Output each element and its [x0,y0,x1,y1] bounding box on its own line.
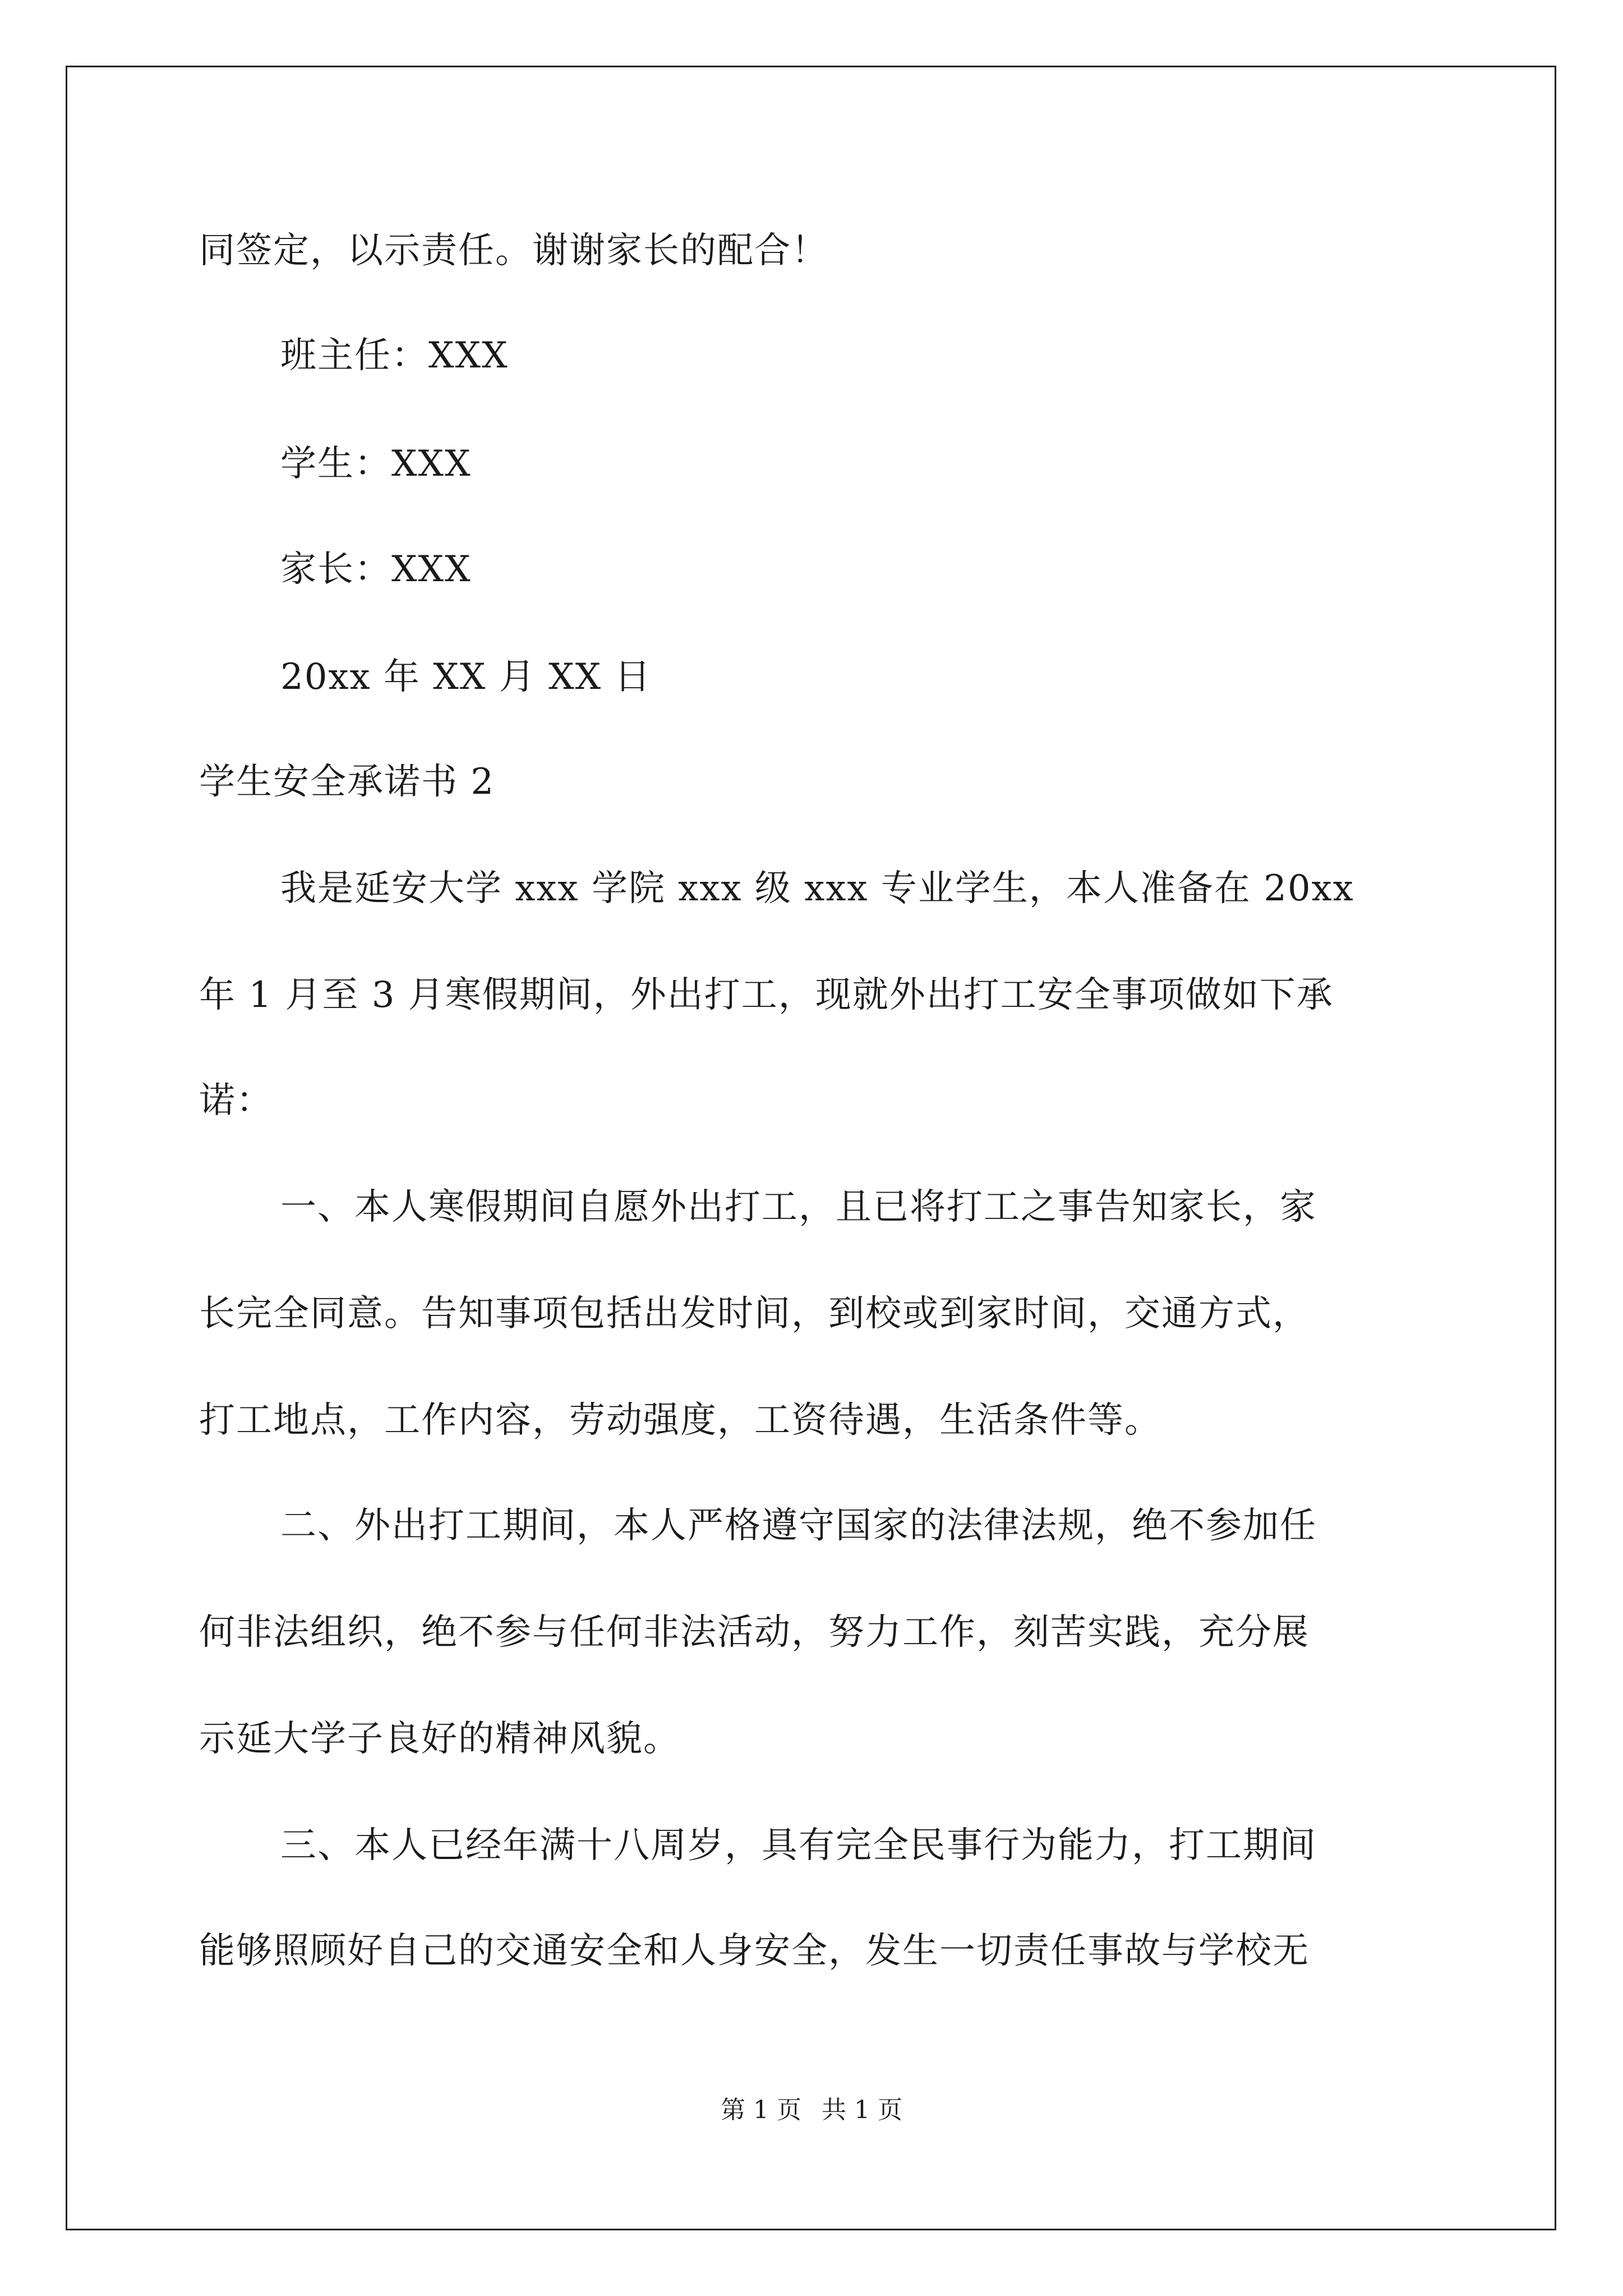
signature-date: 20xx 年 XX 月 XX 日 [280,656,652,698]
signature-parent: 家长：XXX [280,549,472,590]
text-line: 长完全同意。告知事项包括出发时间，到校或到家时间，交通方式， [199,1293,1310,1335]
text-line: 一、本人寒假期间自愿外出打工，且已将打工之事告知家长，家 [280,1186,1317,1228]
page-border [66,66,1556,2230]
text-line: 同签定，以示责任。谢谢家长的配合！ [199,230,828,272]
section-title: 学生安全承诺书 2 [199,761,495,803]
text-line: 示延大学子良好的精神风貌。 [199,1718,680,1760]
text-line: 三、本人已经年满十八周岁，具有完全民事行为能力，打工期间 [280,1825,1317,1866]
signature-head-teacher: 班主任：XXX [280,335,509,376]
text-line: 打工地点，工作内容，劳动强度，工资待遇，生活条件等。 [199,1400,1161,1441]
text-line: 二、外出打工期间，本人严格遵守国家的法律法规，绝不参加任 [280,1505,1317,1547]
page-footer [0,2098,1623,2123]
text-line: 诺： [199,1080,273,1121]
text-line: 能够照顾好自己的交通安全和人身安全，发生一切责任事故与学校无 [199,1930,1310,1972]
text-line: 何非法组织，绝不参与任何非法活动，努力工作，刻苦实践，充分展 [199,1612,1310,1653]
page-total: 共 1 页 [822,2096,902,2124]
signature-student: 学生：XXX [280,443,472,485]
text-line: 我是延安大学 xxx 学院 xxx 级 xxx 专业学生，本人准备在 20xx [280,868,1354,909]
text-line: 年 1 月至 3 月寒假期间，外出打工，现就外出打工安全事项做如下承 [199,974,1334,1016]
page-number: 第 1 页 [721,2096,801,2124]
